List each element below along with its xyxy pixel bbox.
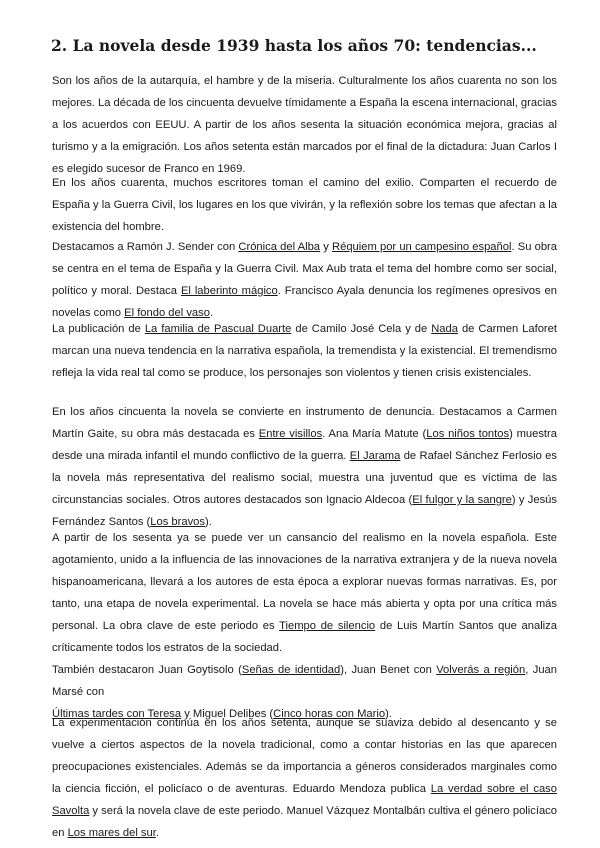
paragraph-seventies: La experimentación continúa en los años setenta, aunque se suaviza debido al desencanto y se vuelve a ciertos aspectos de la novela tradicional, como a contar historias en las que aparecen preocupaciones existenciales. Además se da importancia a géneros considerados marginales como la ciencia ficción, el policíaco o de aventuras. Eduardo Mendoza publica La verdad sobre el caso Savolta y será la novela clave de este periodo. Manuel Vázquez Montalbán cultiva el género policíaco en Los mares del sur. — [52, 717, 558, 839]
book-title: Cinco horas con Mario — [273, 708, 386, 720]
book-title: Últimas tardes con Teresa — [52, 708, 182, 720]
paragraph-fifties: En los años cincuenta la novela se convierte en instrumento de denuncia. Destacamos a Carmen Martín Gaite, su obra más destacada es Entre visillos. Ana María Matute (Los niños tontos) muestra desde una mirada infantil el mundo conflictivo de la guerra. El Jarama de Rafael Sánchez Ferlosio es la novela más representativa del realismo social, muestra una juventud que es víctima de las circunstancias sociales. Otros autores destacados son Ignacio Aldecoa (El fulgor y la sangre) y Jesús Fernández Santos (Los bravos). — [52, 406, 557, 528]
book-title: Nada — [431, 323, 458, 335]
book-title: Entre visillos — [258, 428, 323, 440]
paragraph-context: Son los años de la autarquía, el hambre y de la miseria. Culturalmente los años cuarenta no son los mejores. La década de los cincuenta devuelve tímidamente a España la escena internacional, gracias a los acuerdos con EEUU. A partir de los años sesenta la situación económica mejora, gracias al turismo y a la emigración. Los años setenta están marcados por el final de la dictadura: Juan Carlos I es elegido sucesor de Franco en 1969. — [52, 75, 557, 175]
book-title: El Jarama — [349, 450, 401, 462]
book-title: El laberinto mágico — [180, 285, 278, 297]
page-title: 2. La novela desde 1939 hasta los años 70: tendencias... — [51, 36, 537, 55]
book-title: El fulgor y la sangre — [412, 494, 512, 506]
paragraph-exile-authors: Destacamos a Ramón J. Sender con Crónica del Alba y Réquiem por un campesino español. Su obra se centra en el tema de España y la Guerra Civil. Max Aub trata el tema del hombre como ser social, político y moral. Destaca El laberinto mágico. Francisco Ayala denuncia los regímenes opresivos en novelas como El fondo del vaso. — [52, 241, 557, 319]
book-title: Volverás a región — [436, 664, 526, 676]
book-title: Los mares del sur — [67, 827, 156, 839]
book-title: La familia de Pascual Duarte — [144, 323, 292, 335]
book-title: Los niños tontos — [426, 428, 510, 440]
book-title: Tiempo de silencio — [279, 620, 376, 632]
paragraph-tremendismo: La publicación de La familia de Pascual Duarte de Camilo José Cela y de Nada de Carmen Laforet marcan una nueva tendencia en la narrativa española, la tremendista y la existencial. El tremendismo refleja la vida real tal como se produce, los personajes son violentos y tienen crisis existenciales. — [52, 323, 557, 379]
paragraph-exile: En los años cuarenta, muchos escritores toman el camino del exilio. Comparten el recuerdo de España y la Guerra Civil, los lugares en los que vivirán, y la reflexión sobre los temas que afectan a la existencia del hombre. — [52, 177, 557, 233]
paragraph-sixties: A partir de los sesenta ya se puede ver un cansancio del realismo en la novela española. Este agotamiento, unido a la influencia de las innovaciones de la narrativa extranjera y de la nueva novela hispanoamericana, llevará a los autores de esta época a explorar nuevas formas narrativas. Es, por tanto, una etapa de novela experimental. La novela se hace más abierta y opta por una crítica más personal. La obra clave de este periodo es Tiempo de silencio de Luis Martín Santos que analiza críticamente todos los estratos de la sociedad. También destacaron Juan Goytisolo (Señas de identidad), Juan Benet con Volverás a región, Juan Marsé con Últimas tardes con Teresa y Miguel Delibes (Cinco horas con Mario). — [52, 532, 557, 720]
book-title: Los bravos — [150, 516, 205, 528]
book-title: Réquiem por un campesino español — [332, 241, 512, 253]
book-title: Crónica del Alba — [238, 241, 321, 253]
book-title: La verdad sobre el caso Savolta — [52, 783, 557, 817]
book-title: El fondo del vaso — [124, 307, 210, 319]
book-title: Señas de identidad — [241, 664, 341, 676]
